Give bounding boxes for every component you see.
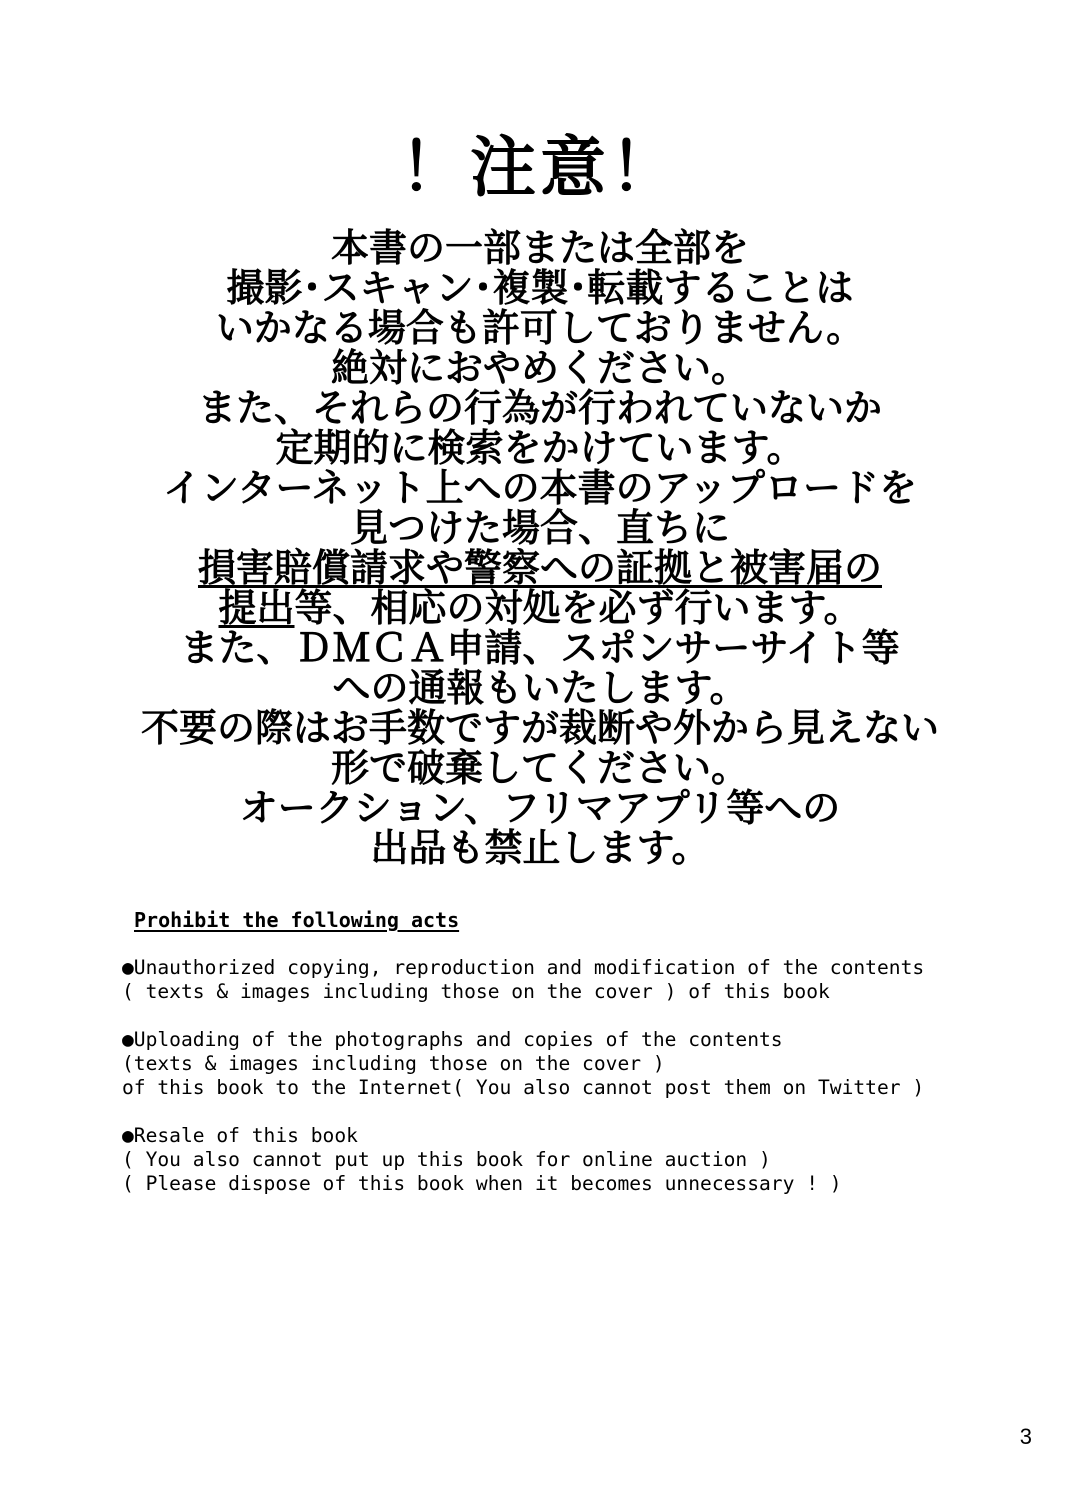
jp-plain-text: 等、相応の対処を必ず行います。 [294,585,862,630]
prohibition-line: of this book to the Internet( You also cannot post them on Twitter ) [122,1076,925,1099]
prohibition-line: ●Uploading of the photographs and copies of the contents [122,1028,783,1051]
jp-underlined-text: 提出 [218,585,295,630]
notice-title: ！注意！ [400,129,680,206]
prohibition-item [122,1028,1022,1100]
prohibition-line: ( You also cannot put up this book for online auction ) [122,1148,771,1171]
jp-line: いかなる場合も許可しておりません。 [215,305,865,350]
prohibition-line: (texts & images including those on the cover ) [122,1052,665,1075]
jp-line: 撮影･スキャン･複製･転載することは [226,265,854,310]
prohibition-line: ( Please dispose of this book when it becomes unnecessary ! ) [122,1172,842,1195]
prohibition-item [122,956,1022,1004]
jp-line: 出品も禁止します。 [370,825,710,870]
prohibition-line: ●Unauthorized copying, reproduction and modification of the contents [122,956,925,979]
english-heading: Prohibit the following acts [134,908,460,932]
prohibition-line: ●Resale of this book [122,1124,358,1147]
jp-line: 絶対におやめください。 [330,345,749,390]
jp-line: 定期的に検索をかけています。 [275,425,805,470]
jp-line: また、ＤＭＣＡ申請、スポンサーサイト等 [180,625,900,670]
jp-line: 見つけた場合、直ちに [349,505,730,550]
jp-line: インターネット上への本書のアップロードを [163,465,917,510]
prohibition-line: ( texts & images including those on the cover ) of this book [122,980,830,1003]
jp-line: 本書の一部または全部を [330,225,749,270]
prohibition-item [122,1124,1022,1196]
jp-line: オークション、フリマアプリ等への [239,785,841,830]
english-prohibitions [122,956,1022,1220]
page-number: 3 [1019,1424,1032,1449]
jp-line: 不要の際はお手数ですが裁断や外から見えない [140,705,939,750]
jp-line-mixed [0,585,1080,630]
japanese-notice [0,225,1080,870]
jp-line-underlined [0,545,1080,590]
jp-line: への通報もいたします。 [332,665,748,710]
jp-line: 形で破棄してください。 [330,745,749,790]
jp-underlined-text: 損害賠償請求や警察への証拠と被害届の [197,545,882,590]
jp-line: また、それらの行為が行われていないか [197,385,882,430]
